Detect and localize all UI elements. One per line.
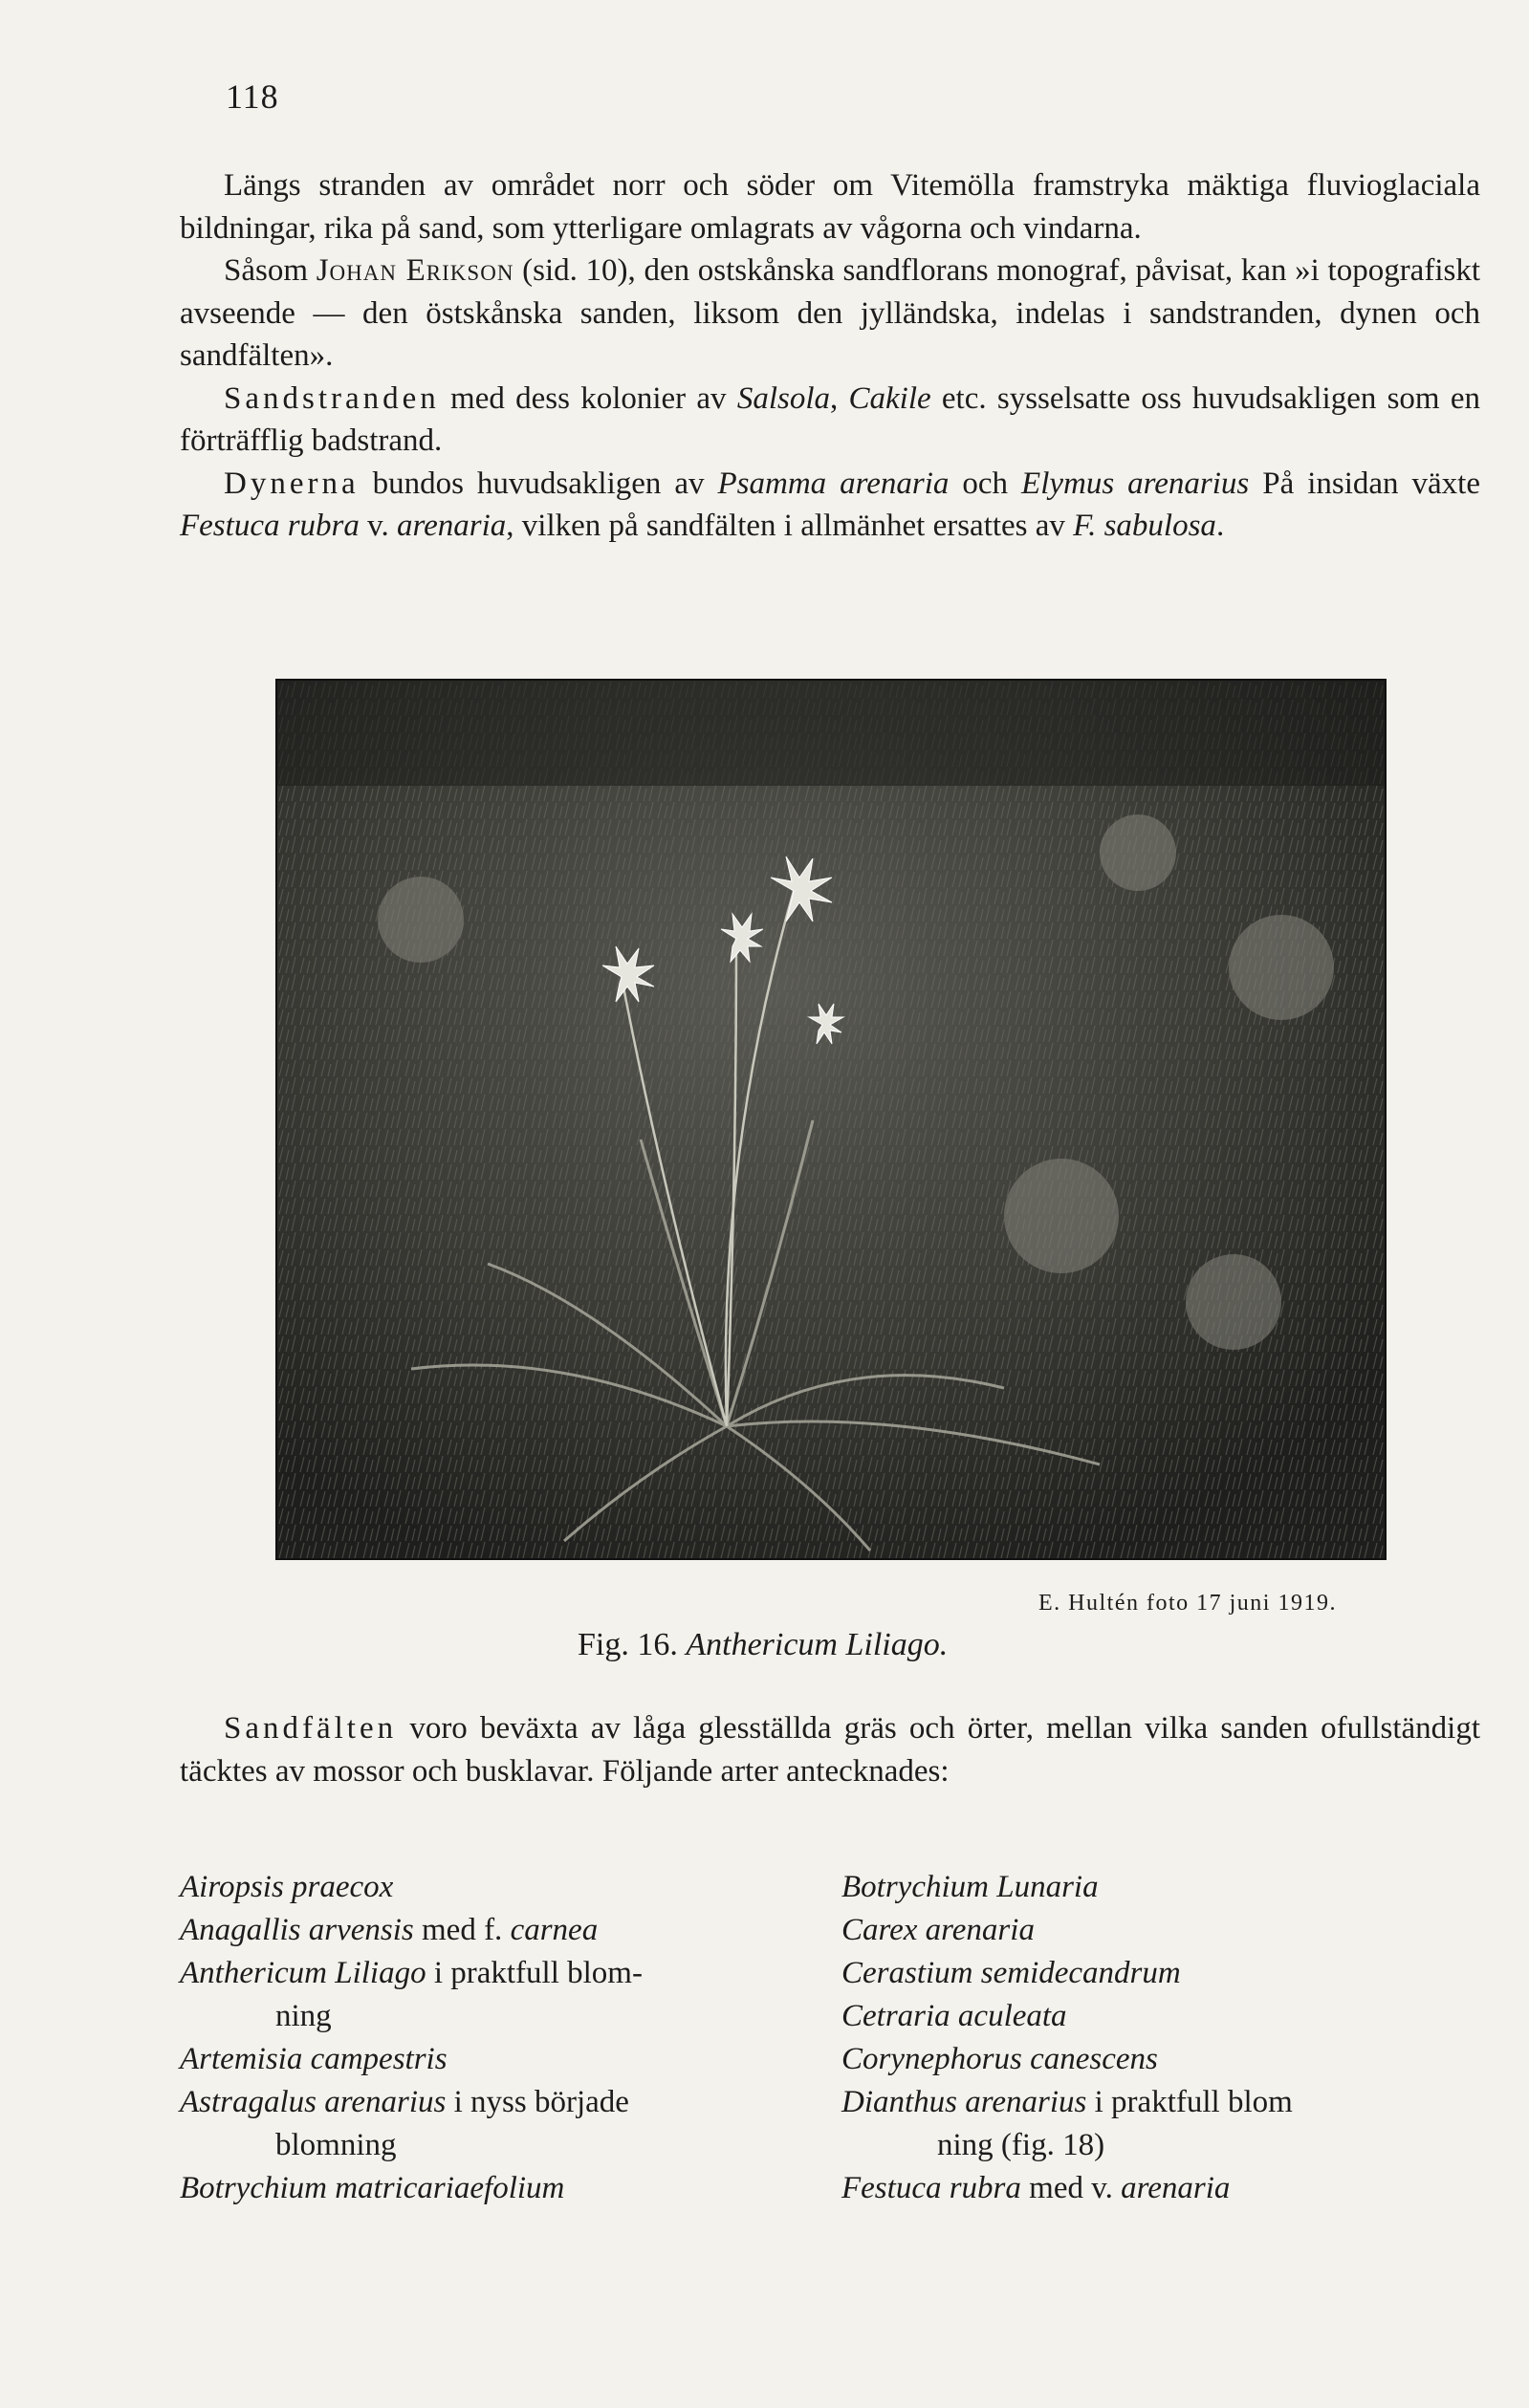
species-list-right	[841, 1866, 1492, 2210]
species-item: Corynephorus canescens	[841, 2042, 1158, 2076]
species-item: Carex arenaria	[841, 1913, 1035, 1947]
paragraph-5-block	[180, 1707, 1480, 1792]
paragraph-2: Såsom Johan Erikson (sid. 10), den ostskånska sandflorans monograf, påvisat, kan »i topografiskt avseende — den östskånska sanden, liksom den jylländska, indelas i sandstranden, dynen och sandfälten».	[180, 253, 1481, 373]
species-item: Dianthus arenarius i praktfull blom	[841, 2085, 1293, 2119]
species-item-continuation: ning (fig. 18)	[937, 2128, 1105, 2162]
paragraph-1: Längs stranden av området norr och söder om Vitemölla framstryka mäktiga fluvioglaciala bildningar, rika på sand, som ytterligare omlagrats av vågorna och vindarna.	[180, 168, 1480, 246]
paragraph-5: Sandfälten voro beväxta av låga glesställda gräs och örter, mellan vilka sanden ofullständigt täcktes av mossor och busklavar. Följande arter antecknades:	[180, 1711, 1480, 1789]
paragraph-3: Sandstranden med dess kolonier av Salsola, Cakile etc. sysselsatte oss huvudsakligen som en förträfflig badstrand.	[180, 380, 1480, 458]
species-item: Cetraria aculeata	[841, 1999, 1067, 2033]
species-item: Cerastium semidecandrum	[841, 1956, 1181, 1990]
species-list-left	[180, 1866, 830, 2210]
paragraph-4: Dynerna bundos huvudsakligen av Psamma arenaria och Elymus arenarius På insidan växte Festuca rubra v. arenaria, vilken på sandfälten i allmänhet ersattes av F. sabulosa.	[180, 466, 1480, 543]
figure-caption: Fig. 16. Anthericum Liliago.	[578, 1627, 949, 1662]
photograph-anthericum	[275, 679, 1387, 1560]
page-number: 118	[226, 77, 279, 116]
main-text	[180, 164, 1480, 548]
plant-photo-drawing	[277, 681, 1385, 1558]
species-item-continuation: blomning	[275, 2128, 397, 2162]
species-item: Botrychium matricariaefolium	[180, 2171, 565, 2205]
species-item: Anagallis arvensis med f. carnea	[180, 1913, 599, 1947]
species-item: Festuca rubra med v. arenaria	[841, 2171, 1231, 2205]
author-name: Johan Erikson	[316, 253, 514, 288]
photo-credit: E. Hultén foto 17 juni 1919.	[1038, 1591, 1337, 1616]
species-item: Botrychium Lunaria	[841, 1870, 1099, 1904]
species-item-continuation: ning	[275, 1999, 332, 2033]
species-item: Astragalus arenarius i nyss började	[180, 2085, 629, 2119]
species-item: Artemisia campestris	[180, 2042, 448, 2076]
species-item: Anthericum Liliago i praktfull blom-	[180, 1956, 643, 1990]
species-item: Airopsis praecox	[180, 1870, 394, 1904]
